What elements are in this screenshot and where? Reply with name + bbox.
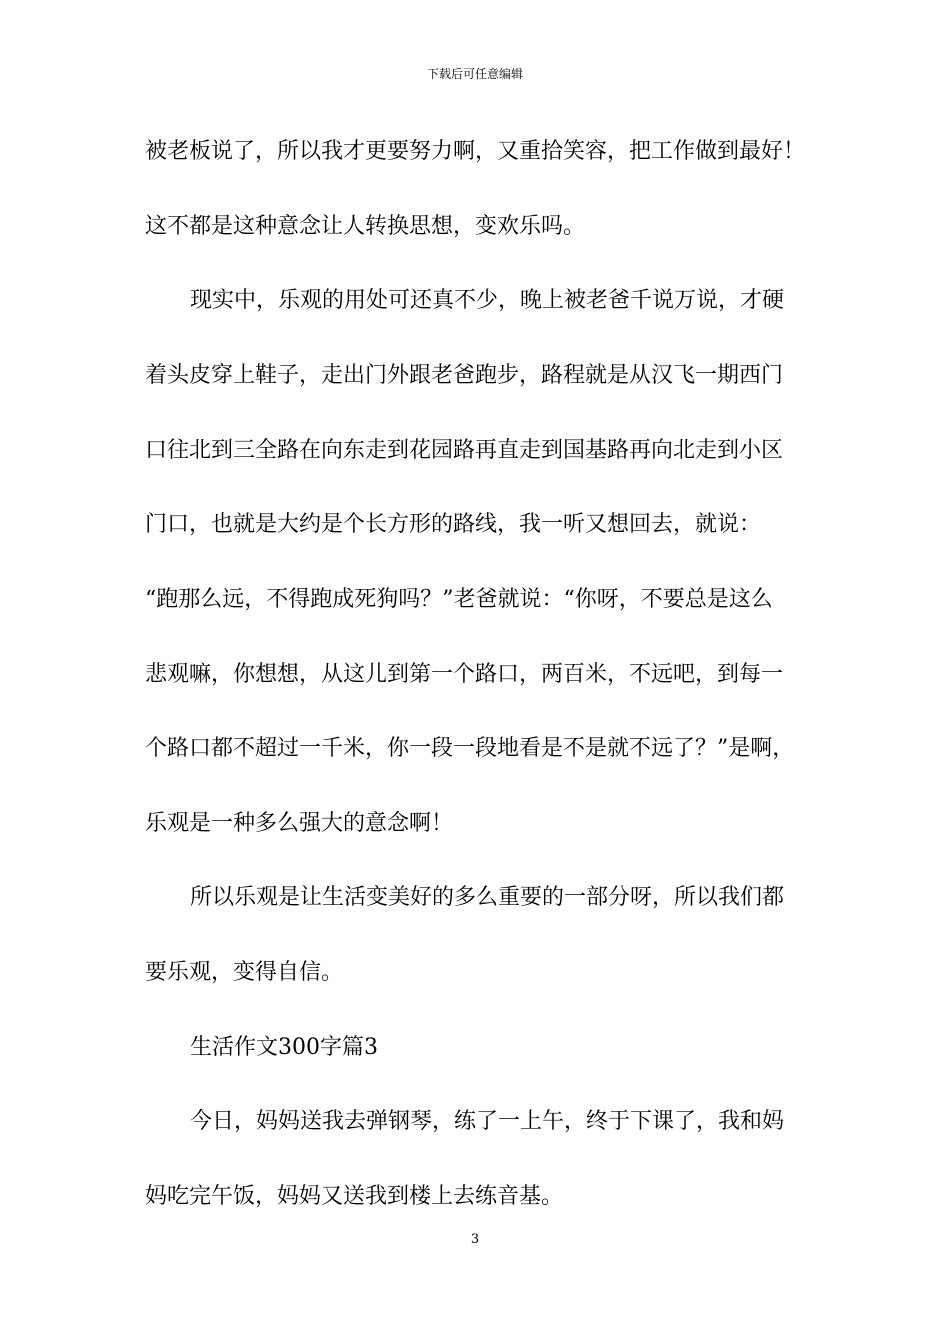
page-header: 下载后可任意编辑: [426, 67, 523, 81]
body-line-1: 被老板说了，所以我才更要努力啊，又重拾笑容，把工作做到最好！: [145, 139, 806, 164]
body-line-10: 乐观是一种多么强大的意念啊！: [145, 811, 454, 836]
body-line-9: 个路口都不超过一千米，你一段一段地看是不是就不远了？”是啊，: [145, 736, 795, 761]
page-number: 3: [470, 1232, 480, 1247]
body-line-11: 所以乐观是让生活变美好的多么重要的一部分呀，所以我们都: [190, 885, 785, 910]
body-line-2: 这不都是这种意念让人转换思想，变欢乐吗。: [145, 214, 586, 239]
body-line-6: 门口，也就是大约是个长方形的路线，我一听又想回去，就说：: [145, 512, 762, 537]
body-line-12: 要乐观，变得自信。: [145, 960, 344, 985]
body-line-13: 今日，妈妈送我去弹钢琴，练了一上午，终于下课了，我和妈: [190, 1109, 785, 1134]
body-line-7: “跑那么远，不得跑成死狗吗？”老爸就说：“你呀，不要总是这么: [145, 587, 773, 612]
body-line-3: 现实中，乐观的用处可还真不少，晚上被老爸千说万说，才硬: [190, 288, 785, 313]
section-heading: 生活作文300字篇3: [190, 1035, 378, 1060]
body-line-8: 悲观嘛，你想想，从这儿到第一个路口，两百米，不远吧，到每一: [145, 662, 784, 687]
body-line-5: 口往北到三全路在向东走到花园路再直走到国基路再向北走到小区: [145, 438, 784, 463]
body-line-4: 着头皮穿上鞋子，走出门外跟老爸跑步，路程就是从汉飞一期西门: [145, 363, 784, 388]
body-line-14: 妈吃完午饭，妈妈又送我到楼上去练音基。: [145, 1184, 564, 1209]
